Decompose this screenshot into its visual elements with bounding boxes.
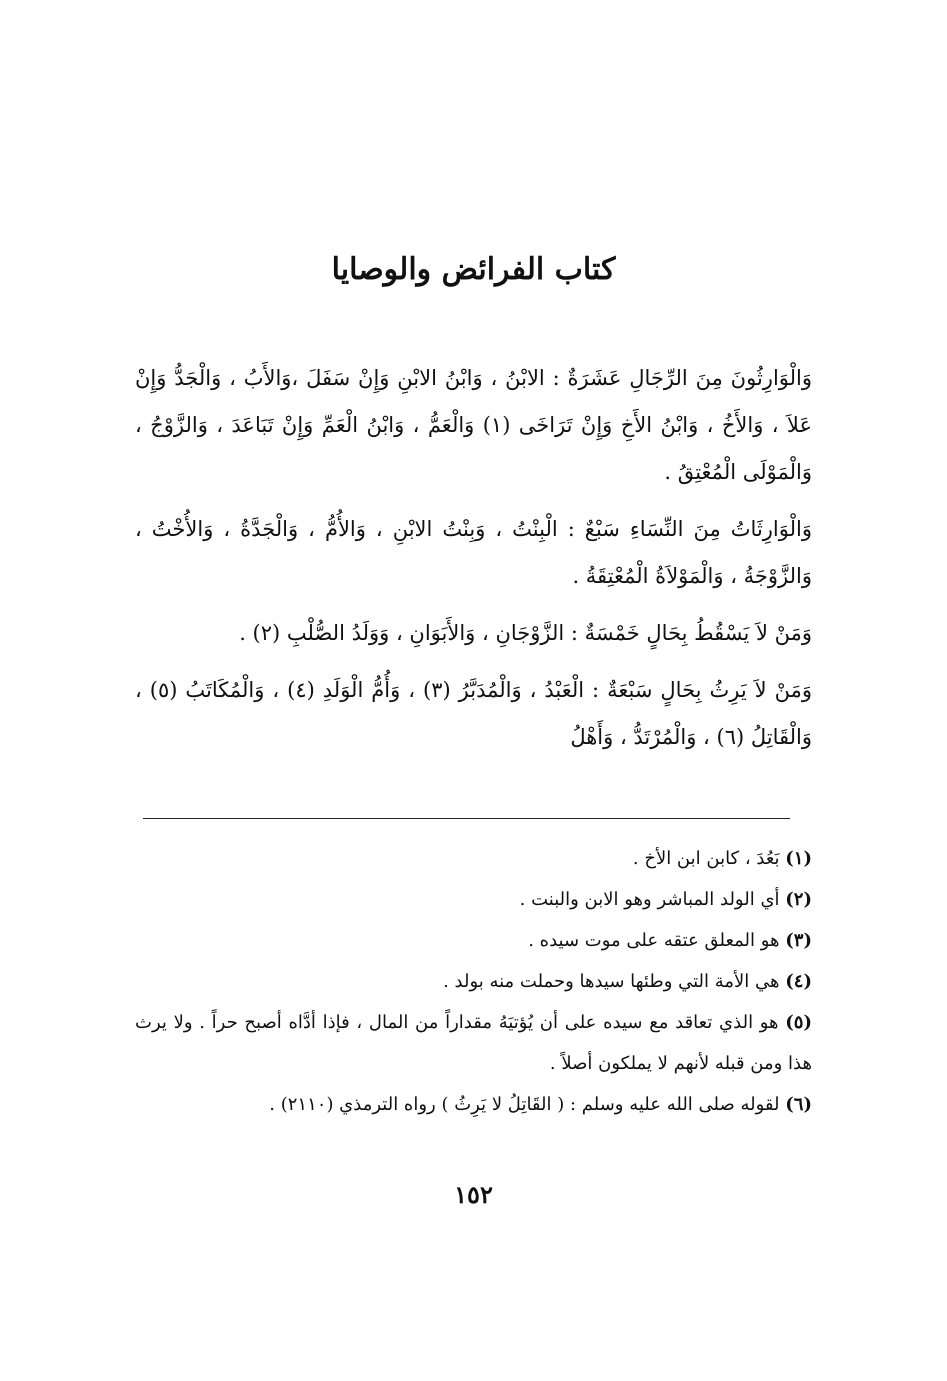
paragraph-male-heirs: وَالْوَارِثُونَ مِنَ الرِّجَالِ عَشَرَةٌ : الابْنُ ، وَابْنُ الابْنِ وَإِنْ سَفَلَ ،وَالأَبُ ، وَالْجَدُّ وَإِنْ عَلاَ ، وَالأَخُ ، وَابْنُ الأَخِ وَإِنْ تَرَاخَى (١) وَالْعَمُّ ، وَابْنُ الْعَمِّ وَإِنْ تَبَاعَدَ ، وَالزَّوْجُ ، وَالْمَوْلَى الْمُعْتِقُ .: [135, 366, 812, 484]
footnote-number: (٢): [785, 889, 812, 910]
footnote-text: لقوله صلى الله عليه وسلم : ( القَاتِلُ لا يَرِثُ ) رواه الترمذي (٢١١٠) .: [269, 1094, 780, 1115]
paragraph-never-inherit: وَمَنْ لاَ يَرِثُ بِحَالٍ سَبْعَةٌ : الْعَبْدُ ، وَالْمُدَبَّرُ (٣) ، وَأُمُّ الْوَلَدِ (٤) ، وَالْمُكَاتَبُ (٥) ، وَالْقَاتِلُ (٦) ، وَالْمُرْتَدُّ ، وَأَهْلُ: [135, 678, 812, 749]
footnote-divider: [143, 818, 790, 819]
footnote-text: هو المعلق عتقه على موت سيده .: [528, 930, 780, 951]
footnote-5: [135, 1002, 812, 1084]
paragraph-female-heirs: وَالْوَارِثَاتُ مِنَ النِّسَاءِ سَبْعٌ : الْبِنْتُ ، وَبِنْتُ الابْنِ ، وَالأُمُّ ، وَالْجَدَّةُ ، وَالأُخْتُ ، وَالزَّوْجَةُ ، وَالْمَوْلاَةُ الْمُعْتِقَةُ .: [135, 517, 812, 588]
main-text: [135, 355, 812, 771]
footnote-number: (٤): [785, 971, 812, 992]
footnote-1: [135, 838, 812, 879]
footnote-number: (٥): [785, 1012, 812, 1033]
footnote-text: هو الذي تعاقد مع سيده على أن يُؤتيَهُ مقداراً من المال ، فإذا أدَّاه أصبح حراً . ولا يرث هذا ومن قبله لأنهم لا يملكون أصلاً .: [135, 1012, 812, 1074]
footnote-3: [135, 920, 812, 961]
footnote-text: بَعُدَ ، كابن ابن الأخ .: [632, 848, 780, 869]
footnote-2: [135, 879, 812, 920]
footnote-4: [135, 961, 812, 1002]
footnotes: [135, 838, 812, 1125]
footnote-number: (٣): [785, 930, 812, 951]
paragraph-never-excluded: وَمَنْ لاَ يَسْقُطُ بِحَالٍ خَمْسَةٌ : الزَّوْجَانِ ، وَالأَبَوَانِ ، وَوَلَدُ الصُّلْبِ (٢) .: [239, 621, 812, 645]
footnote-number: (١): [785, 848, 812, 869]
footnote-number: (٦): [785, 1094, 812, 1115]
chapter-title: كتاب الفرائض والوصايا: [331, 252, 616, 287]
page-number: ١٥٢: [454, 1180, 493, 1209]
footnote-6: [135, 1084, 812, 1125]
footnote-text: أي الولد المباشر وهو الابن والبنت .: [519, 889, 780, 910]
footnote-text: هي الأمة التي وطئها سيدها وحملت منه بولد .: [443, 971, 780, 992]
